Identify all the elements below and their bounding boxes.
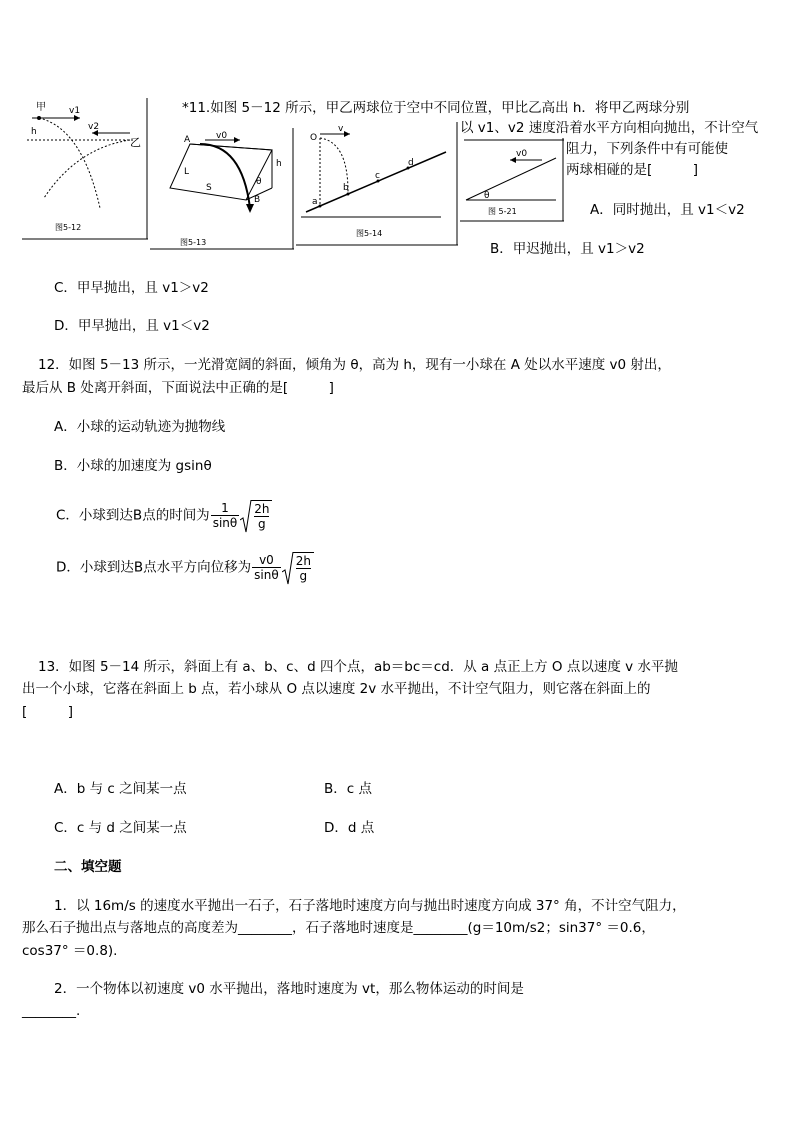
sqrt-d-numerator: 2h: [295, 554, 311, 568]
figure-5-21: [460, 138, 564, 222]
label-v: v: [338, 124, 344, 134]
label-A: A: [184, 135, 191, 145]
fraction-c-denominator: sinθ: [212, 516, 238, 530]
label-a: a: [312, 197, 318, 207]
q12-option-c: [56, 500, 272, 540]
q13-line2: 出一个小球，它落在斜面上 b 点，若小球从 O 点以速度 2v 水平抛出，不计空气阻力，则它落在斜面上的: [22, 681, 651, 697]
figure-5-12: [22, 98, 148, 240]
q13-option-c: C．c 与 d 之间某一点: [54, 820, 187, 836]
figure-5-13: [150, 128, 294, 250]
q11-line4: 两球相碰的是[ ]: [566, 162, 699, 178]
sqrt-c-denominator: g: [258, 517, 266, 531]
label-c: c: [375, 171, 380, 181]
label-v1: v1: [69, 106, 81, 116]
q13-option-a: A．b 与 c 之间某一点: [54, 781, 187, 797]
q12-option-d-text: D．小球到达B点水平方向位移为: [56, 559, 252, 576]
q13-line1: 13．如图 5－14 所示，斜面上有 a、b、c、d 四个点，ab＝bc＝cd．从 a 点正上方 O 点以速度 v 水平抛: [38, 659, 678, 675]
caption-5-13: 图5-13: [180, 238, 207, 247]
caption-5-14: 图5-14: [356, 229, 383, 238]
fraction-c: [211, 501, 240, 530]
fraction-d-numerator: v0: [252, 553, 281, 568]
q12-option-d: [56, 552, 314, 592]
label-B: B: [254, 195, 261, 205]
sqrt-d: [282, 552, 314, 583]
q12-line2: 最后从 B 处离开斜面，下面说法中正确的是[ ]: [22, 380, 334, 396]
label-h: h: [31, 127, 37, 137]
label-L: L: [184, 167, 190, 177]
sqrt-d-denominator: g: [299, 569, 308, 583]
q11-line1: *11.如图 5－12 所示，甲乙两球位于空中不同位置，甲比乙高出 h．将甲乙两球分别: [182, 100, 690, 116]
label-d: d: [408, 158, 414, 168]
caption-5-21: 图 5-21: [488, 207, 517, 216]
q11-line3: 阻力，下列条件中有可能使: [566, 141, 728, 157]
label-theta: θ: [484, 191, 490, 201]
fraction-d-denominator: sinθ: [254, 568, 279, 582]
q13-option-d: D．d 点: [324, 820, 375, 836]
label-v0: v0: [516, 149, 528, 159]
q11-line2: 以 v1、v2 速度沿着水平方向相向抛出，不计空气: [460, 120, 759, 136]
q11-option-a: A．同时抛出，且 v1＜v2: [590, 202, 745, 218]
sqrt-c-numerator: 2h: [254, 502, 270, 516]
fill2-line1: 2．一个物体以初速度 v0 水平抛出，落地时速度为 vt，那么物体运动的时间是: [54, 981, 524, 997]
q12-option-a: A．小球的运动轨迹为抛物线: [54, 419, 226, 435]
fraction-c-numerator: 1: [211, 501, 240, 516]
q13-option-b: B．c 点: [324, 781, 372, 797]
fill2-line2: ________.: [22, 1003, 81, 1019]
q12-line1: 12．如图 5－13 所示，一光滑宽阔的斜面，倾角为 θ，高为 h，现有一小球在 A 处以水平速度 v0 射出，: [38, 357, 671, 373]
fraction-d: [252, 553, 281, 582]
label-h: h: [276, 159, 282, 169]
label-b: b: [343, 183, 349, 193]
fill1-line3: cos37° ＝0.8).: [22, 943, 118, 959]
label-v2: v2: [88, 122, 100, 132]
label-yi: 乙: [130, 136, 141, 149]
q12-option-c-text: C．小球到达B点的时间为: [56, 507, 210, 524]
label-O: O: [310, 133, 318, 143]
caption-5-12: 图5-12: [55, 223, 82, 232]
fill1-line2: 那么石子抛出点与落地点的高度差为________，石子落地时速度是________(g＝10m/s2；sin37° ＝0.6，: [22, 920, 655, 936]
q11-option-b: B．甲迟抛出，且 v1＞v2: [490, 241, 645, 257]
q13-line3: [ ]: [22, 704, 74, 720]
label-jia: 甲: [36, 102, 46, 113]
label-S: S: [206, 183, 212, 193]
label-theta: θ: [256, 177, 262, 187]
q11-option-d: D．甲早抛出，且 v1＜v2: [54, 318, 210, 334]
figure-5-14: [296, 122, 458, 246]
section-title: 二、填空题: [54, 859, 122, 875]
q12-option-b: B．小球的加速度为 gsinθ: [54, 458, 212, 474]
q11-option-c: C．甲早抛出，且 v1＞v2: [54, 280, 209, 296]
label-v0: v0: [216, 131, 228, 141]
sqrt-c: [240, 500, 272, 531]
fill1-line1: 1．以 16m/s 的速度水平抛出一石子，石子落地时速度方向与抛出时速度方向成 37° 角，不计空气阻力，: [54, 898, 686, 914]
